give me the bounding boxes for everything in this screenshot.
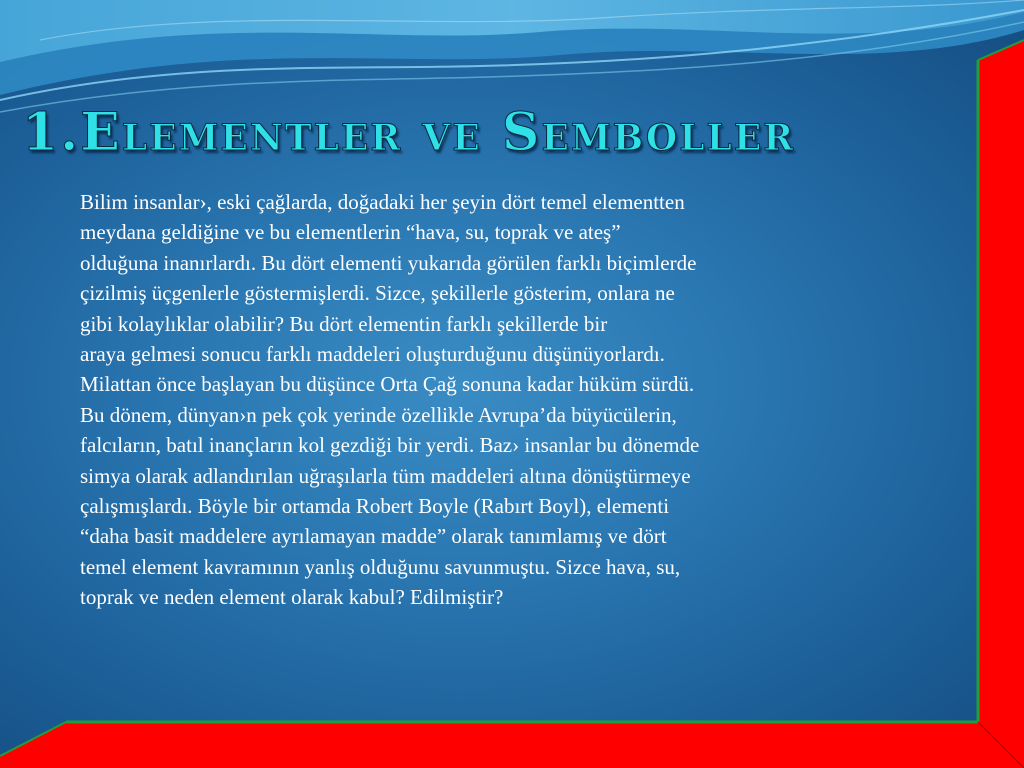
body-line: meydana geldiğine ve bu elementlerin “hava, su, toprak ve ateş”	[80, 220, 621, 245]
body-line: toprak ve neden element olarak kabul? Edilmiştir?	[80, 585, 504, 610]
slide-title: 1.Elementler ve Semboller	[22, 102, 796, 163]
body-line: falcıların, batıl inançların kol gezdiği bir yerdi. Baz› insanlar bu dönemde	[80, 433, 700, 458]
body-line: çalışmışlardı. Böyle bir ortamda Robert Boyle (Rabırt Boyl), elementi	[80, 494, 670, 519]
body-line: olduğuna inanırlardı. Bu dört elementi yukarıda görülen farklı biçimlerde	[80, 250, 697, 275]
body-line: “daha basit maddelere ayrılamayan madde” olarak tanımlamış ve dört	[80, 524, 667, 549]
slide-body-text	[80, 187, 880, 613]
body-line: Milattan önce başlayan bu düşünce Orta Çağ sonuna kadar hüküm sürdü.	[80, 372, 695, 397]
body-line: Bu dönem, dünyan›n pek çok yerinde özellikle Avrupa’da büyücülerin,	[80, 402, 677, 427]
body-line: araya gelmesi sonucu farklı maddeleri oluşturduğunu düşünüyorlardı.	[80, 342, 665, 367]
body-line: simya olarak adlandırılan uğraşılarla tüm maddeleri altına dönüştürmeye	[80, 463, 691, 488]
body-line: çizilmiş üçgenlerle göstermişlerdi. Sizce, şekillerle gösterim, onlara ne	[80, 281, 675, 306]
body-line: gibi kolaylıklar olabilir? Bu dört elementin farklı şekillerde bir	[80, 311, 608, 336]
body-line: Bilim insanlar›, eski çağlarda, doğadaki her şeyin dört temel elementten	[80, 190, 685, 214]
body-line: temel element kavramının yanlış olduğunu savunmuştu. Sizce hava, su,	[80, 554, 681, 579]
